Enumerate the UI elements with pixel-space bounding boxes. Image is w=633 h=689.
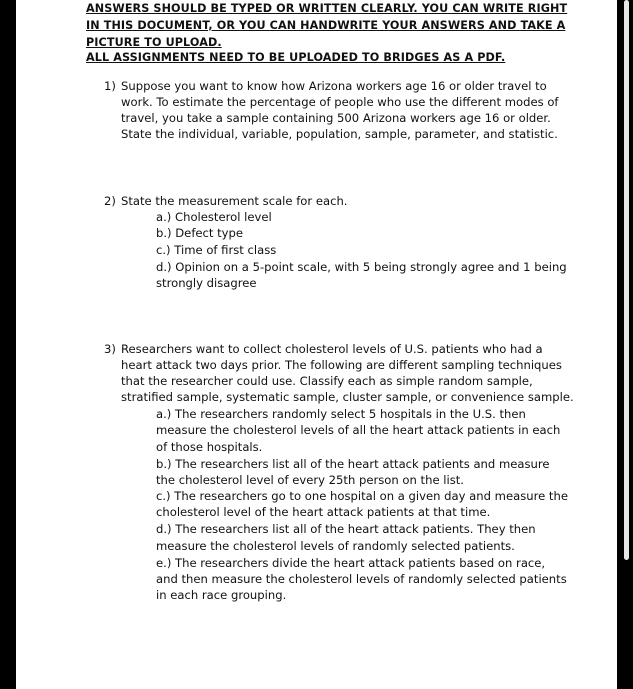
q3-item: e.) The researchers divide the heart attack patients based on race,	[156, 556, 546, 570]
q3-item: in each race grouping.	[156, 588, 287, 602]
q1-line: State the individual, variable, population, sample, parameter, and statistic.	[121, 127, 558, 141]
q3-item: c.) The researchers go to one hospital on a given day and measure the	[156, 489, 568, 503]
q3-item: the cholesterol level of every 25th person on the list.	[156, 473, 464, 487]
q3-line: Researchers want to collect cholesterol levels of U.S. patients who had a	[121, 342, 543, 356]
q1-line: travel, you take a sample containing 500 Arizona workers age 16 or older.	[121, 111, 551, 125]
q1-line: Suppose you want to know how Arizona workers age 16 or older travel to	[121, 79, 547, 93]
header-line-2: IN THIS DOCUMENT, OR YOU CAN HANDWRITE YOUR ANSWERS AND TAKE A	[86, 19, 566, 32]
q3-item: of those hospitals.	[156, 440, 263, 454]
q3-item: a.) The researchers randomly select 5 hospitals in the U.S. then	[156, 407, 526, 421]
q3-item: b.) The researchers list all of the heart attack patients and measure	[156, 457, 550, 471]
q1-number: 1)	[104, 79, 116, 93]
q2-item: a.) Cholesterol level	[156, 210, 272, 224]
q3-item: measure the cholesterol levels of randomly selected patients.	[156, 539, 515, 553]
q3-line: that the researcher could use. Classify each as simple random sample,	[121, 374, 533, 388]
q2-item: b.) Defect type	[156, 226, 244, 240]
document-page	[16, 0, 617, 689]
header-line-4: ALL ASSIGNMENTS NEED TO BE UPLOADED TO BRIDGES AS A PDF.	[86, 51, 506, 64]
q3-line: stratified sample, systematic sample, cluster sample, or convenience sample.	[121, 390, 574, 404]
q3-item: d.) The researchers list all of the heart attack patients. They then	[156, 522, 536, 536]
header-line-3: PICTURE TO UPLOAD.	[86, 36, 222, 49]
q2-item: d.) Opinion on a 5-point scale, with 5 being strongly agree and 1 being	[156, 260, 567, 274]
q2-intro: State the measurement scale for each.	[121, 194, 348, 208]
q3-item: measure the cholesterol levels of all the heart attack patients in each	[156, 423, 561, 437]
q2-item: c.) Time of first class	[156, 243, 277, 257]
q3-number: 3)	[104, 342, 116, 356]
q2-item: strongly disagree	[156, 276, 257, 290]
q1-line: work. To estimate the percentage of people who use the different modes of	[121, 95, 559, 109]
q3-item: cholesterol level of the heart attack patients at that time.	[156, 505, 491, 519]
q3-line: heart attack two days prior. The following are different sampling techniques	[121, 358, 562, 372]
q2-number: 2)	[104, 194, 116, 208]
header-line-1: ANSWERS SHOULD BE TYPED OR WRITTEN CLEARLY. YOU CAN WRITE RIGHT	[86, 2, 568, 15]
q3-item: and then measure the cholesterol levels of randomly selected patients	[156, 572, 567, 586]
vertical-scrollbar[interactable]	[624, 0, 629, 560]
